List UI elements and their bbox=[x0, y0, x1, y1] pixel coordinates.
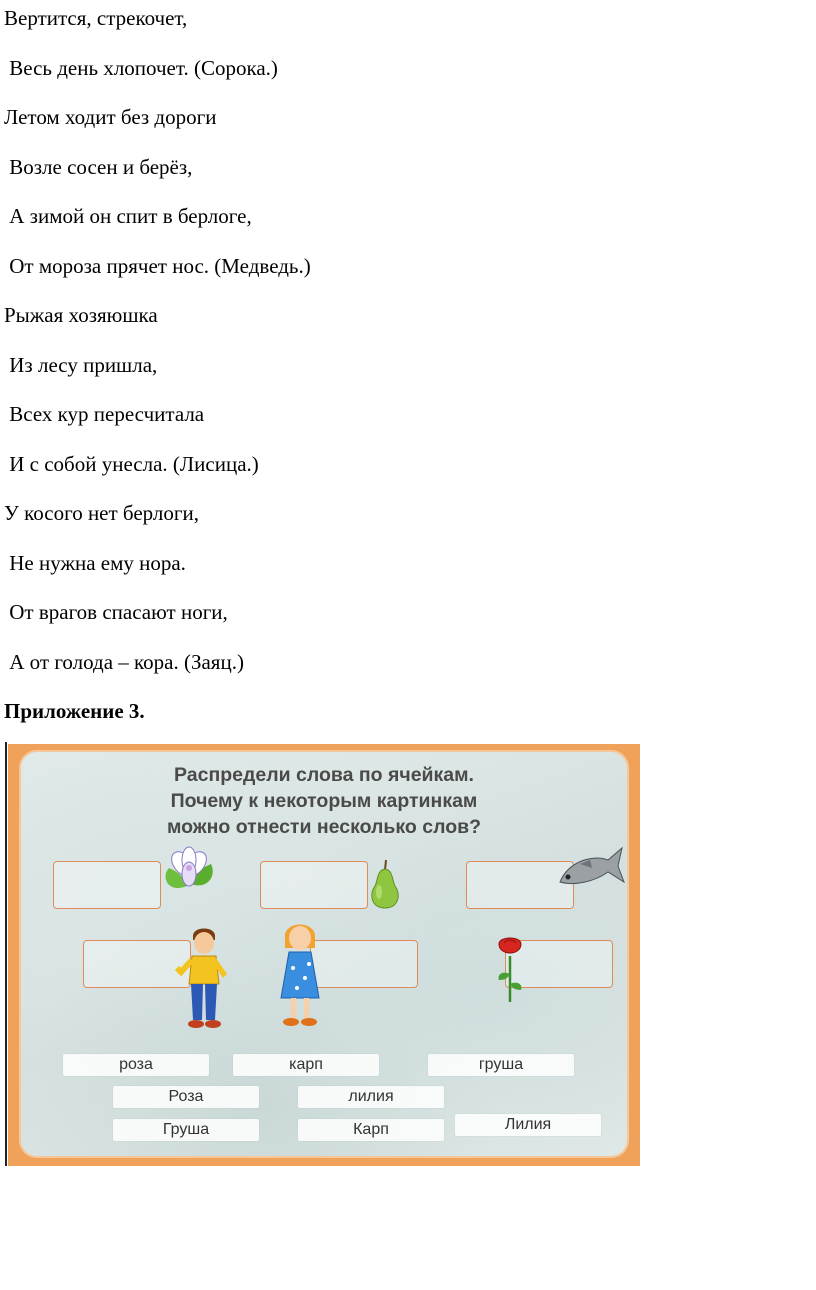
riddle-line: Из лесу пришла, bbox=[4, 353, 158, 377]
exercise-panel bbox=[19, 750, 629, 1158]
girl-icon bbox=[275, 918, 325, 1030]
riddle-line: И с собой унесла. (Лисица.) bbox=[4, 452, 259, 476]
appendix-heading: Приложение 3. bbox=[4, 699, 145, 723]
image-left-border bbox=[5, 742, 7, 1166]
word-tile[interactable]: Карп bbox=[298, 1119, 444, 1141]
answer-slot-pear[interactable] bbox=[260, 861, 368, 909]
word-tile[interactable]: Груша bbox=[113, 1119, 259, 1141]
riddle-line: Возле сосен и берёз, bbox=[4, 155, 193, 179]
word-tile[interactable]: груша bbox=[428, 1054, 574, 1076]
boy-icon bbox=[175, 926, 233, 1030]
riddle-line: А от голода – кора. (Заяц.) bbox=[4, 650, 244, 674]
word-tile[interactable]: лилия bbox=[298, 1086, 444, 1108]
rose-icon bbox=[493, 934, 527, 1004]
riddle-line: Рыжая хозяюшка bbox=[4, 303, 158, 327]
riddle-line: Летом ходит без дороги bbox=[4, 105, 217, 129]
exercise-image bbox=[8, 744, 640, 1166]
instruction-line: можно отнести несколько слов? bbox=[166, 816, 482, 838]
word-tile[interactable]: Роза bbox=[113, 1086, 259, 1108]
word-tile[interactable]: Лилия bbox=[455, 1114, 601, 1136]
answer-slot-lily[interactable] bbox=[53, 861, 161, 909]
riddle-line: Весь день хлопочет. (Сорока.) bbox=[4, 56, 278, 80]
instruction-line: Почему к некоторым картинкам bbox=[170, 790, 478, 812]
riddle-line: От врагов спасают ноги, bbox=[4, 600, 228, 624]
word-tile[interactable]: карп bbox=[233, 1054, 379, 1076]
word-tile[interactable]: роза bbox=[63, 1054, 209, 1076]
riddle-line: У косого нет берлоги, bbox=[4, 501, 199, 525]
instruction-line: Распредели слова по ячейкам. bbox=[174, 764, 474, 786]
riddle-line: Вертится, стрекочет, bbox=[4, 6, 188, 30]
riddle-line: Всех кур пересчитала bbox=[4, 402, 205, 426]
answer-slot-girl[interactable] bbox=[310, 940, 418, 988]
pear-icon bbox=[365, 858, 405, 910]
lily-flower-icon bbox=[157, 846, 219, 898]
riddle-line: От мороза прячет нос. (Медведь.) bbox=[4, 254, 311, 278]
riddle-line: Не нужна ему нора. bbox=[4, 551, 186, 575]
riddle-line: А зимой он спит в берлоге, bbox=[4, 204, 252, 228]
fish-icon bbox=[554, 842, 626, 894]
